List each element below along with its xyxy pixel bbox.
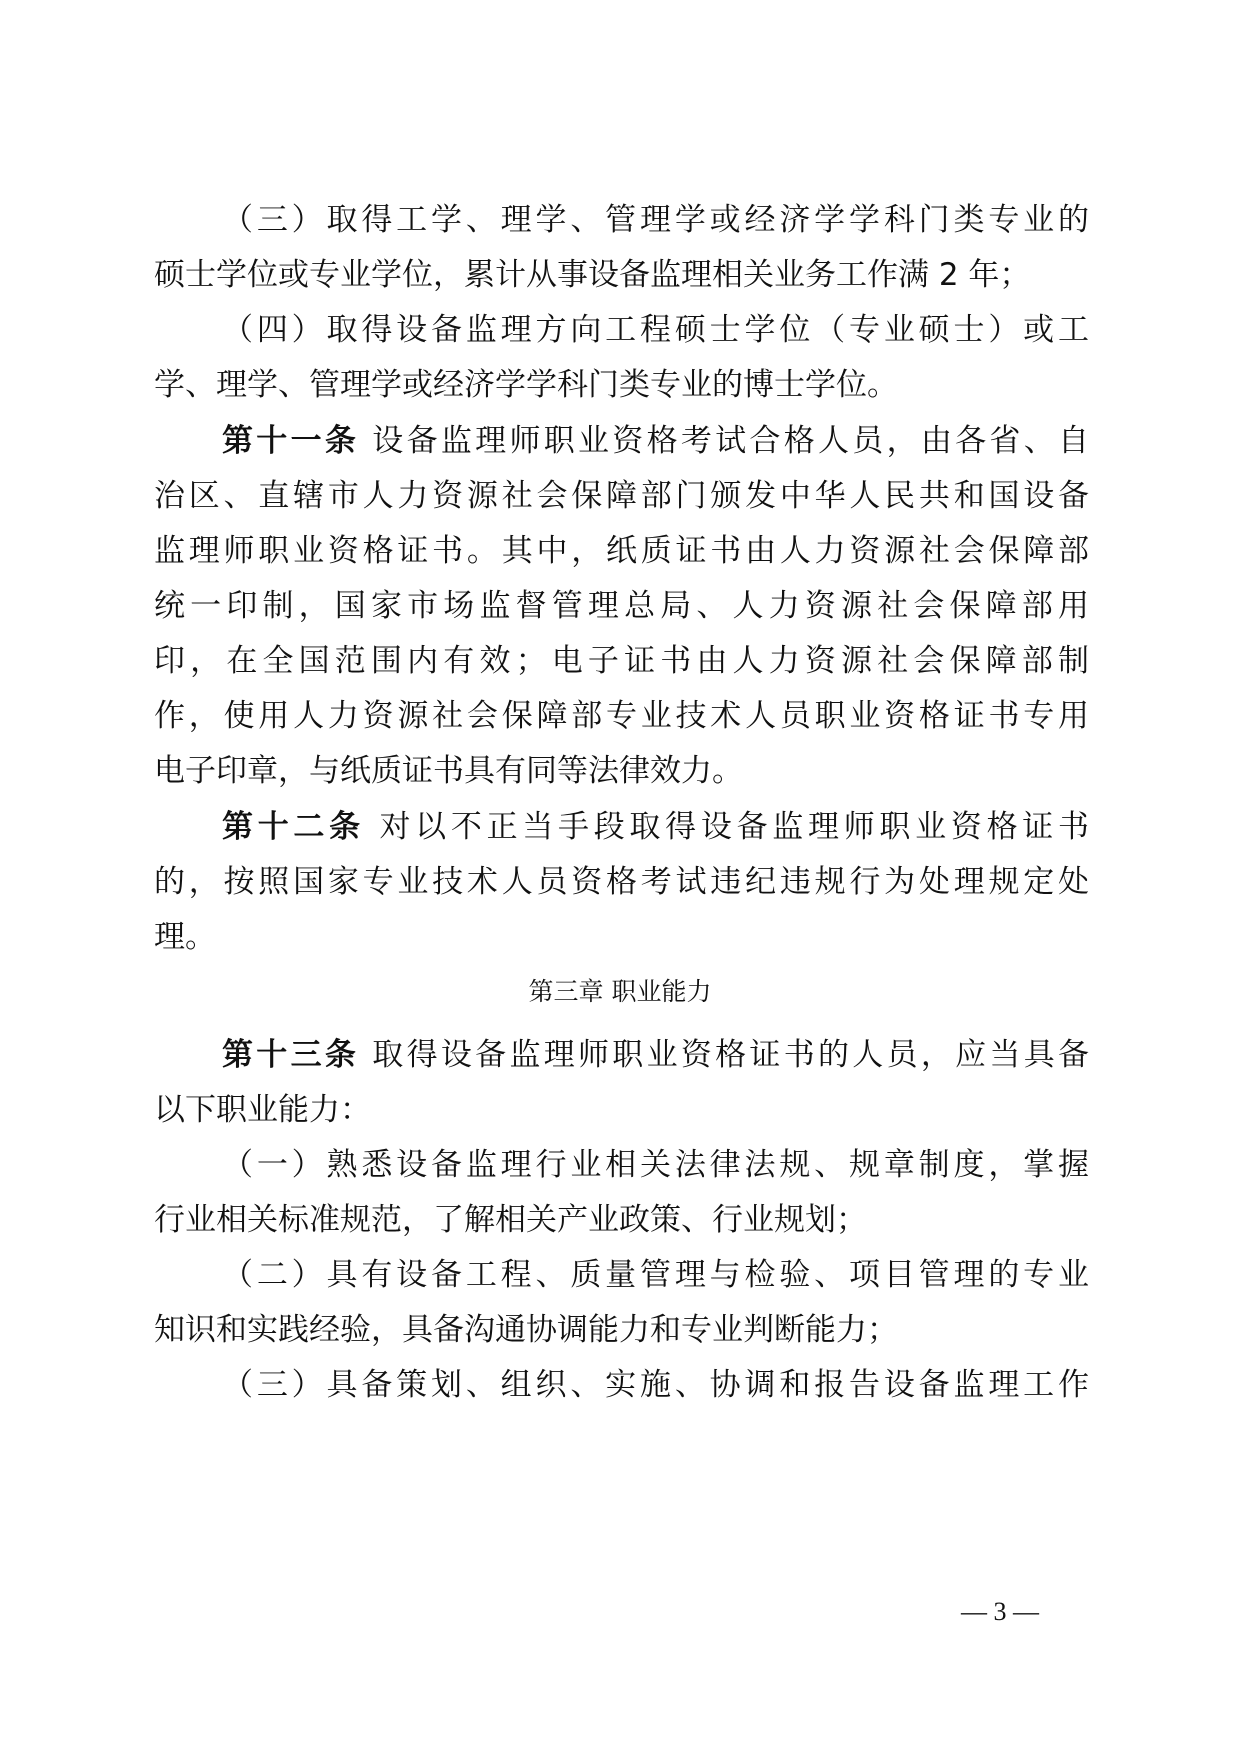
paragraph-line: 印，在全国范围内有效；电子证书由人力资源社会保障部制 <box>154 643 1089 679</box>
paragraph-line: 理。 <box>154 919 216 955</box>
article-label-13: 第十三条 <box>222 1037 360 1073</box>
article-13-first-line <box>222 1027 1089 1083</box>
paragraph-line: （一）熟悉设备监理行业相关法律法规、规章制度，掌握 <box>222 1147 1089 1183</box>
paragraph-line-text: 对以不正当手段取得设备监理师职业资格证书 <box>379 809 1090 845</box>
paragraph-line: 的，按照国家专业技术人员资格考试违纪违规行为处理规定处 <box>154 864 1089 900</box>
paragraph-line: 监理师职业资格证书。其中，纸质证书由人力资源社会保障部 <box>154 533 1089 569</box>
paragraph-line: （三）具备策划、组织、实施、协调和报告设备监理工作 <box>222 1367 1089 1403</box>
paragraph-line: 硕士学位或专业学位，累计从事设备监理相关业务工作满 2 年； <box>154 257 1031 293</box>
article-label-12: 第十二条 <box>222 809 365 845</box>
article-12-first-line <box>222 799 1089 855</box>
page-number: — 3 — <box>961 1597 1039 1626</box>
paragraph-line: 统一印制，国家市场监督管理总局、人力资源社会保障部用 <box>154 588 1089 624</box>
paragraph-line-text: 取得设备监理师职业资格证书的人员，应当具备 <box>372 1037 1090 1073</box>
article-11-first-line <box>222 413 1089 469</box>
chapter-title: 第三章 职业能力 <box>528 977 712 1006</box>
paragraph-line: 治区、直辖市人力资源社会保障部门颁发中华人民共和国设备 <box>154 478 1089 514</box>
paragraph-line: 以下职业能力： <box>154 1092 371 1128</box>
paragraph-line: 作，使用人力资源社会保障部专业技术人员职业资格证书专用 <box>154 698 1089 734</box>
paragraph-line-text: 设备监理师职业资格考试合格人员，由各省、自 <box>372 423 1090 459</box>
paragraph-line: 学、理学、管理学或经济学学科门类专业的博士学位。 <box>154 367 898 403</box>
article-label-11: 第十一条 <box>222 423 360 459</box>
paragraph-line: （三）取得工学、理学、管理学或经济学学科门类专业的 <box>222 202 1089 238</box>
paragraph-line: 电子印章，与纸质证书具有同等法律效力。 <box>154 753 743 789</box>
paragraph-line: （二）具有设备工程、质量管理与检验、项目管理的专业 <box>222 1257 1089 1293</box>
paragraph-line: 行业相关标准规范，了解相关产业政策、行业规划； <box>154 1202 867 1238</box>
paragraph-line: （四）取得设备监理方向工程硕士学位（专业硕士）或工 <box>222 312 1089 348</box>
paragraph-line: 知识和实践经验，具备沟通协调能力和专业判断能力； <box>154 1312 898 1348</box>
